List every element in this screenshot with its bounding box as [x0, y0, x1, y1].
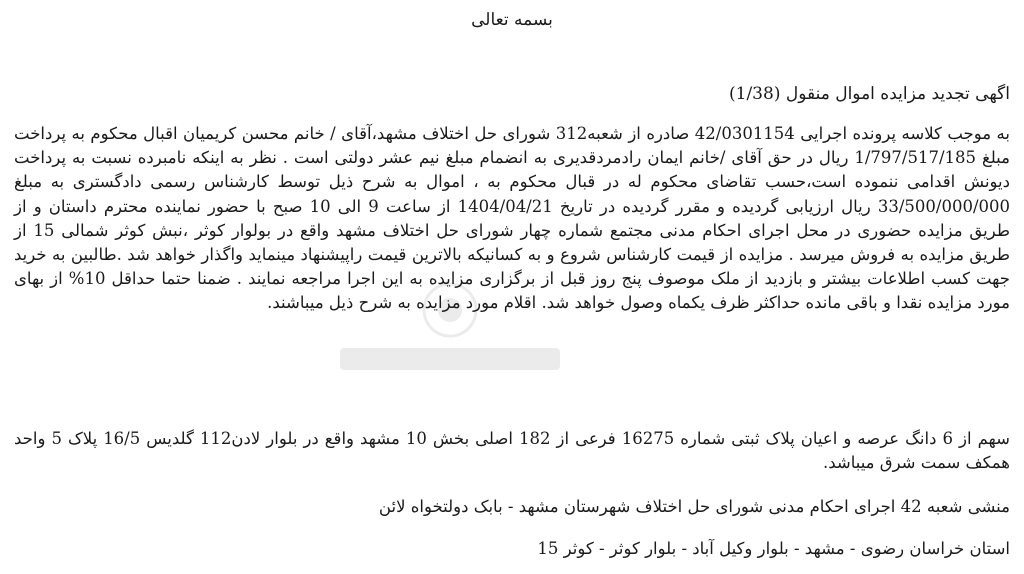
ad-main-paragraph: به موجب کلاسه پرونده اجرایی 42/0301154 صادره از شعبه312 شورای حل اختلاف مشهد،آقای / خانم محسن کریمیان اقبال محکوم به پرداخت مبلغ 1/797/517/185 ریال در حق آقای /خانم ایمان رادمردقدیری به انضمام مبلغ نیم عشر دولتی است . نظر به اینکه نامبرده نسبت به پرداخت دیونش اقدامی ننموده است،حسب تقاضای محکوم له در قبال محکوم به ، اموال به شرح ذیل توسط کارشناس رسمی دادگستری به مبلغ 33/500/000/000 ریال ارزیابی گردیده و مقرر گردیده در تاریخ 1404/04/21 از ساعت 9 الی 10 صبح با حضور نماینده محترم داستان و از طریق مزایده حضوری در محل اجرای احکام مدنی مجتمع شماره چهار شورای حل اختلاف مشهد واقع در بولوار کوثر ،نبش کوثر شمالی 15 از طریق مزایده به فروش میرسد . مزایده از قیمت کارشناس شروع و به کسانیکه بالاترین قیمت راپیشنهاد مینماید واگذار خواهد شد .طالبین به خرید جهت کسب اطلاعات بیشتر و بازدید از ملک موصوف پنج روز قبل از برگزاری مزایده به این اجرا مراجعه نمایند . ضمنا حتما حداقل 10% از بهای مورد مزایده نقدا و باقی مانده حداکثر ظرف یکماه وصول خواهد شد. اقلام مورد مزایده به شرح ذیل میباشند. [14, 124, 1011, 313]
signature-line: منشی شعبه 42 اجرای احکام مدنی شورای حل اختلاف شهرستان مشهد - بابک دولتخواه لائن [378, 497, 1010, 516]
basmala-heading: بسمه تعالی [471, 10, 553, 30]
address-line: استان خراسان رضوی - مشهد - بلوار وکیل آباد - بلوار کوثر - کوثر 15 [537, 539, 1010, 558]
ad-title: اگهی تجدید مزایده اموال منقول (1/38) [728, 84, 1010, 104]
property-description: سهم از 6 دانگ عرصه و اعیان پلاک ثبتی شماره 16275 فرعی از 182 اصلی بخش 10 مشهد واقع در بلوار لادن112 گلدیس 16/5 پلاک 5 واحد همکف سمت شرق میباشد. [14, 429, 1010, 473]
